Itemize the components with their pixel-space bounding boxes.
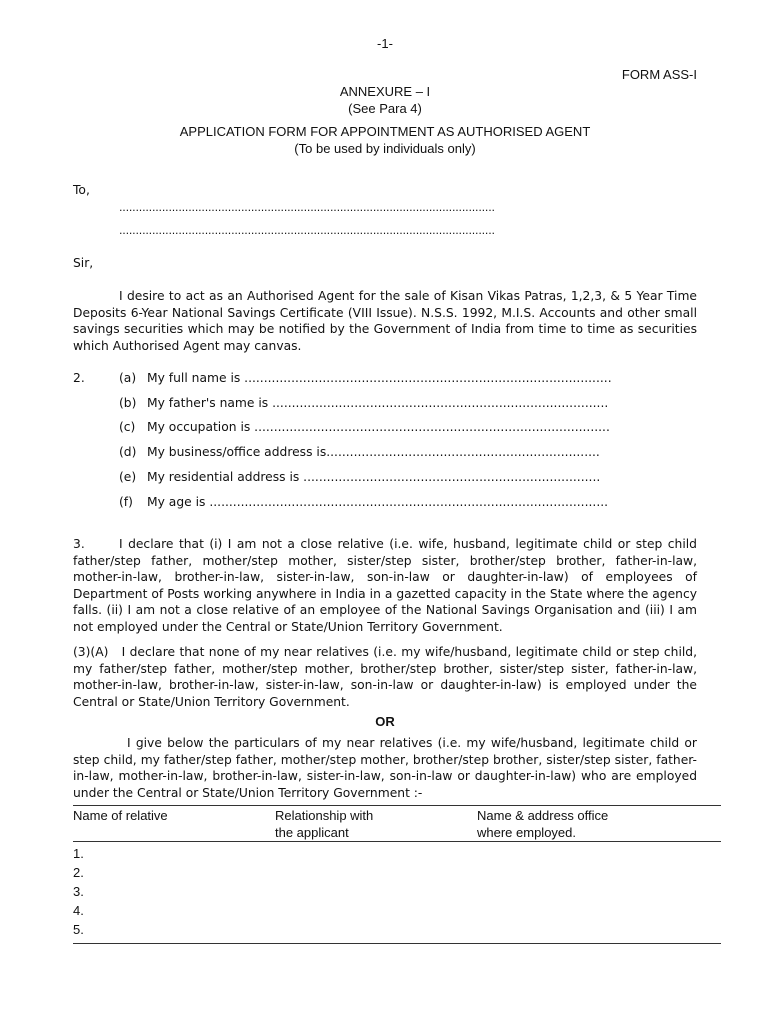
section-3a-paragraph bbox=[73, 644, 697, 710]
address-dots-line-1[interactable]: .................................................................................................................. bbox=[119, 201, 495, 214]
section-3-text: I declare that (i) I am not a close relative (i.e. wife, husband, legitimate child or step child father/step father, mother/step mother, sister/step sister, brother/step brother, father-in-law, mother-in-law, brother-in-law, sister-in-law, son-in-law or daughter-in-law) of employees of Department of Posts working anywhere in India in a gazetted capacity in the State where the agency falls. (ii) I am not a close relative of an employee of the National Savings Organisation and (iii) I am not employed under the Central or State/Union Territory Government. bbox=[73, 537, 697, 634]
residential-address-field[interactable]: My residential address is ............................................................................ bbox=[147, 470, 601, 484]
section-3-number: 3. bbox=[73, 537, 85, 551]
particulars-paragraph: I give below the particulars of my near relatives (i.e. my wife/husband, legitimate child or step child, my father/step father, mother/step mother, brother/step brother, sister/step sister, father-in-law, mother-in-law, brother-in-law, sister-in-law, son-in-law or daughter-in-law) who are employed under the Central or State/Union Territory Government :- bbox=[73, 736, 697, 800]
father-name-field[interactable]: My father's name is ...................................................................................... bbox=[147, 396, 609, 410]
table-row[interactable]: 3. bbox=[73, 884, 84, 899]
item-letter: (d) bbox=[119, 445, 137, 459]
table-header-rule bbox=[73, 841, 721, 842]
address-dots-line-2[interactable]: .................................................................................................................. bbox=[119, 224, 495, 237]
item-letter: (e) bbox=[119, 470, 137, 484]
intro-paragraph: I desire to act as an Authorised Agent for the sale of Kisan Vikas Patras, 1,2,3, & 5 Year Time Deposits 6-Year National Savings Certificate (VIII Issue). N.S.S. 1992, M.I.S. Accounts and other small savings securities which may be notified by the Government of India from time to time as securities which Authorised Agent may canvas. bbox=[73, 289, 697, 353]
item-letter: (a) bbox=[119, 371, 137, 385]
page-number: -1- bbox=[377, 36, 393, 51]
to-label: To, bbox=[73, 183, 90, 197]
office-address-field[interactable]: My business/office address is...................................................................... bbox=[147, 445, 600, 459]
section-3a-label: (3)(A) bbox=[73, 645, 109, 659]
item-letter: (f) bbox=[119, 495, 133, 509]
table-row[interactable]: 4. bbox=[73, 903, 84, 918]
salutation: Sir, bbox=[73, 256, 94, 270]
table-row[interactable]: 1. bbox=[73, 846, 84, 861]
column-header-name: Name of relative bbox=[73, 808, 168, 823]
column-header-relationship-line-2: the applicant bbox=[275, 825, 349, 840]
item-letter: (c) bbox=[119, 420, 136, 434]
table-row[interactable]: 5. bbox=[73, 922, 84, 937]
annexure-heading: ANNEXURE – I bbox=[339, 84, 431, 99]
occupation-field[interactable]: My occupation is ........................................................................................... bbox=[147, 420, 610, 434]
table-row[interactable]: 2. bbox=[73, 865, 84, 880]
table-bottom-rule bbox=[73, 943, 721, 944]
table-top-rule bbox=[73, 805, 721, 806]
form-title: APPLICATION FORM FOR APPOINTMENT AS AUTHORISED AGENT bbox=[179, 124, 591, 139]
full-name-field[interactable]: My full name is .............................................................................................. bbox=[147, 371, 612, 385]
column-header-office-line-2: where employed. bbox=[477, 825, 576, 840]
column-header-relationship: Relationship with bbox=[275, 808, 374, 823]
see-para: (See Para 4) bbox=[348, 101, 422, 116]
form-code: FORM ASS-I bbox=[621, 67, 697, 82]
section-3-paragraph bbox=[73, 536, 697, 635]
item-letter: (b) bbox=[119, 396, 137, 410]
section-3a-text: I declare that none of my near relatives (i.e. my wife/husband, legitimate child or step child, my father/step father, mother/step mother, brother/step brother, sister/step sister, father-in-law, mother-in-law, brother-in-law, sister-in-law, son-in-law or daughter-in-law) is employed under the Central or State/Union Territory Government. bbox=[73, 645, 697, 709]
or-separator: OR bbox=[375, 714, 395, 729]
column-header-office: Name & address office bbox=[477, 808, 609, 823]
form-subtitle: (To be used by individuals only) bbox=[294, 141, 476, 156]
section-2-number: 2. bbox=[73, 371, 85, 385]
age-field[interactable]: My age is ...................................................................................................... bbox=[147, 495, 609, 509]
